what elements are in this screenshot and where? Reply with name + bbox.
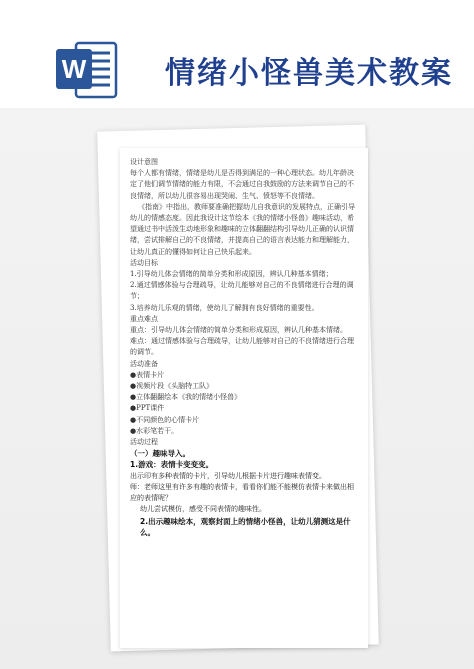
list-item: ●水彩笔若干。	[130, 426, 179, 435]
word-document-icon	[54, 37, 120, 103]
paragraph: 每个人都有情绪，情绪是幼儿是否得到满足的一种心理状态。幼儿年龄决定了他们调节情绪的能力有限，不会通过自我鼓励的方法来调节自己的不良情绪，所以幼儿很容易出现哭闹、生气、愤怒等不良情绪。	[130, 169, 354, 200]
list-item: 3.培养幼儿乐观的情绪，使幼儿了解拥有良好情绪的重要性。	[130, 303, 319, 312]
list-item: ●表情卡片	[130, 370, 165, 379]
list-item: ●PPT课件	[130, 404, 165, 413]
section-heading: 活动准备	[130, 359, 158, 368]
top-banner	[0, 0, 474, 110]
list-item: ●立体翻翻绘本《我的情绪小怪兽》	[130, 393, 242, 402]
step-heading: 1.游戏：表情卡变变变。	[130, 460, 214, 470]
list-item: ●视频片段《头脑特工队》	[130, 382, 214, 391]
paragraph: 出示印有多种表情的卡片，引导幼儿根据卡片进行趣味表情变。	[130, 471, 326, 480]
list-item: ●不同颜色的心情卡片	[130, 415, 200, 424]
section-heading: 活动过程	[130, 438, 158, 447]
paragraph: 难点：通过情感体验与合理疏导，让幼儿能够对自己的不良情绪进行合理的调节。	[130, 337, 354, 357]
page-title: 情绪小怪兽美术教案	[165, 56, 453, 91]
paragraph: 幼儿尝试模仿，感受不同表情的趣味性。	[140, 505, 266, 514]
step-heading: 2.出示趣味绘本，观察封面上的情绪小怪兽，让幼儿猜测这是什么。	[140, 516, 351, 537]
section-heading: 活动目标	[130, 258, 158, 267]
paragraph: 《指南》中指出，教师要准确把握幼儿自我意识的发展特点，正确引导幼儿的情感态度。因此我设计这节绘本《我的情绪小怪兽》趣味活动，希望通过书中活泼生动地形象和趣味的立体翻翻结构引导幼儿正确的认识情绪，尝试排解自己的不良情绪，并提高自己的语言表达能力和理解能力，让幼儿真正的懂得如何让自己快乐起来。	[130, 202, 355, 256]
document-body	[130, 157, 360, 538]
section-heading: 设计意图	[130, 158, 158, 166]
logo-letter: W	[61, 54, 87, 84]
list-item: 2.通过情感体验与合理疏导，让幼儿能够对自己的不良情绪进行合理的调节；	[130, 281, 354, 301]
paragraph: 重点：引导幼儿体会情绪的简单分类和形成原因，辨认几种基本情绪。	[130, 326, 347, 335]
paragraph: 师：老师这里有许多有趣的表情卡，看看你们能不能模仿表情卡来做出相应的表情呢？	[130, 482, 354, 503]
list-item: 1.引导幼儿体会情绪的简单分类和形成原因，辨认几种基本情绪；	[130, 270, 333, 279]
section-heading: 重点难点	[130, 314, 158, 323]
subsection-heading: （一）趣味导入。	[130, 449, 190, 459]
